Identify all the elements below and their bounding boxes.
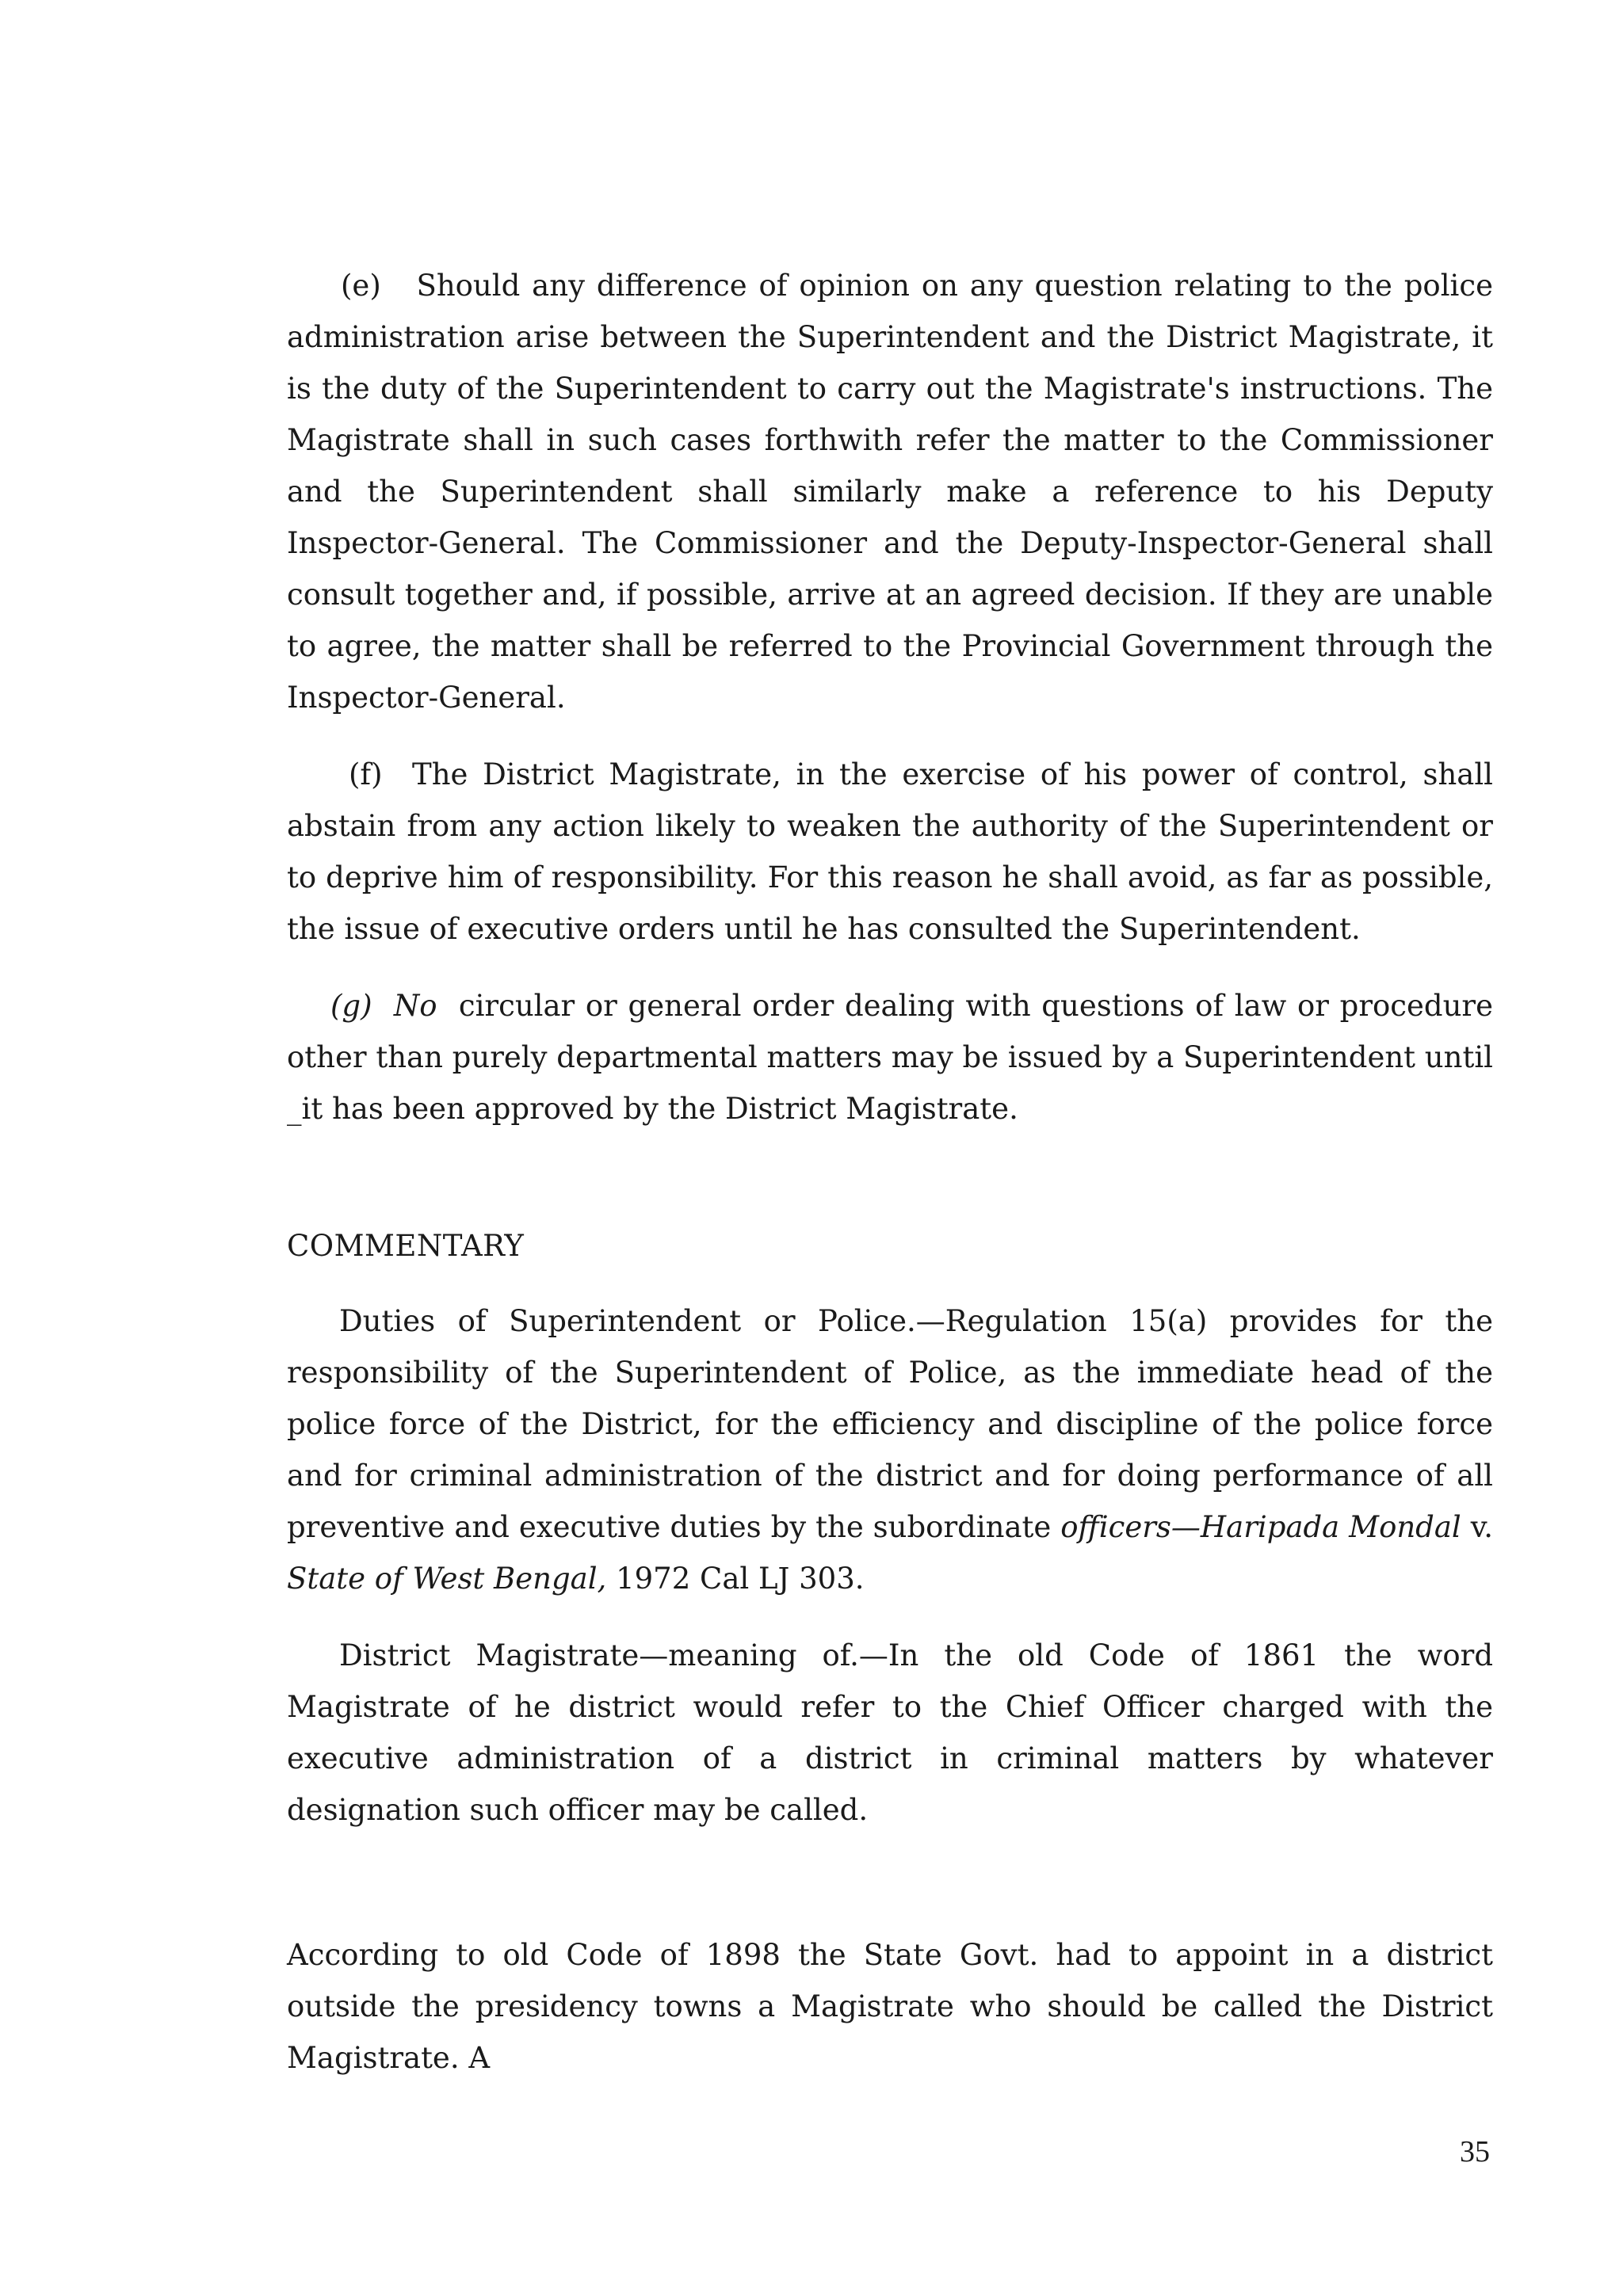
duties-text-before: Duties of Superintendent or Police.—Regulation 15(a) provides for the responsibility of the Superintendent of Police, as the immediate head of the police force of the District, for the efficiency and discipline of the police force and for criminal administration of the district and for doing performance of all preventive and executive duties by the subordinate — [287, 1304, 1493, 1544]
commentary-district-magistrate-paragraph — [287, 1630, 1493, 1836]
document-body — [287, 260, 1493, 2084]
page-number: 35 — [1460, 2135, 1490, 2168]
paragraph-f-label: (f) — [349, 757, 383, 791]
commentary-code-1898-paragraph — [287, 1929, 1493, 2084]
duties-citation-party: officers—Haripada Mondal — [1060, 1510, 1461, 1544]
paragraph-g-text: circular or general order dealing with questions of law or procedure other than purely departmental matters may be issued by a Superintendent until _it has been approved by the District Magistrate. — [287, 989, 1493, 1126]
paragraph-g — [287, 980, 1493, 1135]
paragraph-e — [287, 260, 1493, 723]
paragraph-g-lead-word: No — [393, 989, 437, 1023]
commentary-heading: COMMENTARY — [287, 1229, 525, 1263]
paragraph-e-text: Should any difference of opinion on any question relating to the police administration arise between the Superintendent and the District Magistrate, it is the duty of the Superintendent to carry out the Magistrate's instructions. The Magistrate shall in such cases forthwith refer the matter to the Commissioner and the Superintendent shall similarly make a reference to his Deputy Inspector-General. The Commissioner and the Deputy-Inspector-General shall consult together and, if possible, arrive at an agreed decision. If they are unable to agree, the matter shall be referred to the Provincial Government through the Inspector-General. — [287, 269, 1493, 715]
paragraph-f-text: The District Magistrate, in the exercise of his power of control, shall abstain from any action likely to weaken the authority of the Superintendent or to deprive him of responsibility. For this reason he shall avoid, as far as possible, the issue of executive orders until he has consulted the Superintendent. — [287, 757, 1493, 946]
duties-citation-state: State of West Bengal, — [287, 1562, 607, 1596]
paragraph-f — [287, 749, 1493, 955]
duties-citation-reference: 1972 Cal LJ 303. — [616, 1562, 865, 1596]
duties-versus: v. — [1470, 1510, 1493, 1544]
paragraph-g-label: (g) — [330, 989, 372, 1023]
commentary-duties-paragraph — [287, 1295, 1493, 1604]
code-1898-text: According to old Code of 1898 the State Govt. had to appoint in a district outside the presidency towns a Magistrate who should be called the District Magistrate. A — [287, 1938, 1493, 2075]
district-magistrate-text: District Magistrate—meaning of.—In the old Code of 1861 the word Magistrate of he district would refer to the Chief Officer charged with the executive administration of a district in criminal matters by whatever designation such officer may be called. — [287, 1638, 1493, 1827]
paragraph-e-label: (e) — [341, 269, 381, 303]
